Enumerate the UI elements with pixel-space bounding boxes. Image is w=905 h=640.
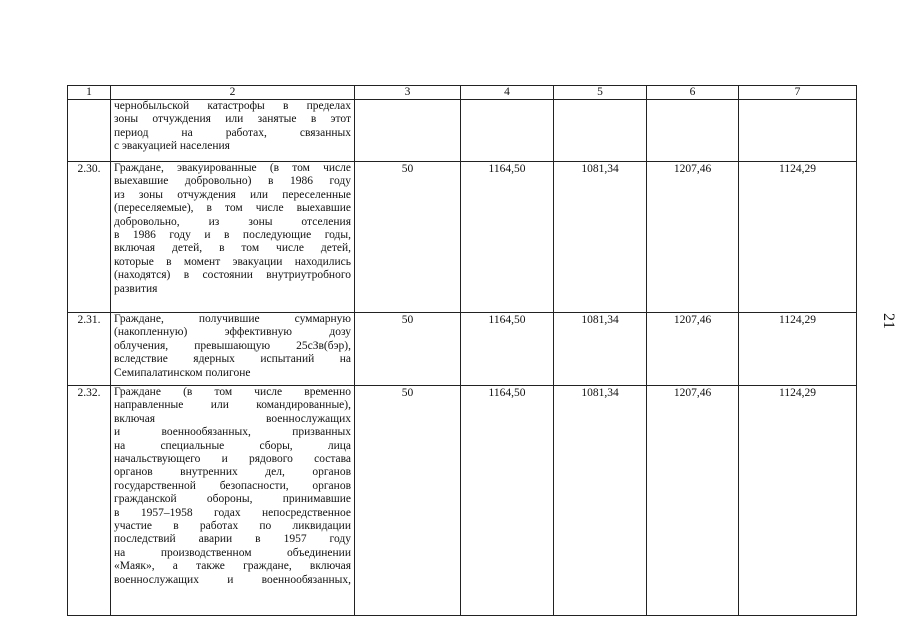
value-cell: 1164,50	[461, 313, 554, 386]
value-cell	[554, 100, 647, 162]
header-cell: 3	[355, 86, 461, 100]
value-cell: 1164,50	[461, 386, 554, 616]
value-cell: 1207,46	[647, 386, 739, 616]
description-line: зоны отчуждения или занятые в этот	[114, 113, 351, 126]
description-line: гражданской обороны, принимавшие	[114, 493, 351, 506]
description-line: в 1957–1958 годах непосредственное	[114, 506, 351, 519]
description-line: на производственном объединении	[114, 546, 351, 559]
description-line: включая детей, в том числе детей,	[114, 242, 351, 255]
description-line: включая военнослужащих	[114, 412, 351, 425]
value-cell: 1164,50	[461, 162, 554, 313]
value-cell: 50	[355, 313, 461, 386]
value-cell: 1124,29	[739, 386, 857, 616]
description-line: вследствие ядерных испытаний на	[114, 353, 351, 366]
description-line: облучения, превышающую 25сЗв(бэр),	[114, 339, 351, 352]
description-line: начальствующего и рядового состава	[114, 453, 351, 466]
row-number-cell	[68, 100, 111, 162]
header-cell: 6	[647, 86, 739, 100]
description-line: чернобыльской катастрофы в пределах	[114, 100, 351, 112]
description-line: направленные или командированные),	[114, 399, 351, 412]
table-row	[68, 100, 857, 162]
description-line: государственной безопасности, органов	[114, 479, 351, 492]
table-row	[68, 386, 857, 616]
header-cell: 4	[461, 86, 554, 100]
description-cell	[111, 162, 355, 313]
description-line: (накопленную) эффективную дозу	[114, 326, 351, 339]
table-header-row	[68, 86, 857, 100]
description-line: и военнообязанных, призванных	[114, 426, 351, 439]
value-cell: 1081,34	[554, 313, 647, 386]
description-line: Граждане, получившие суммарную	[114, 313, 351, 325]
value-cell: 50	[355, 386, 461, 616]
header-cell: 2	[111, 86, 355, 100]
description-line: «Маяк», а также граждане, включая	[114, 560, 351, 573]
description-line: с эвакуацией населения	[114, 140, 230, 153]
description-line: выехавшие добровольно) в 1986 году	[114, 175, 351, 188]
description-line: на специальные сборы, лица	[114, 439, 351, 452]
row-number-cell: 2.30.	[68, 162, 111, 313]
page-number: 21	[880, 313, 897, 329]
value-cell: 1207,46	[647, 162, 739, 313]
description-line: Граждане, эвакуированные (в том числе	[114, 162, 351, 174]
description-line: Семипалатинском полигоне	[114, 366, 251, 379]
description-line: (переселяемые), в том числе выехавшие	[114, 202, 351, 215]
row-number-cell: 2.31.	[68, 313, 111, 386]
value-cell	[647, 100, 739, 162]
value-cell: 1124,29	[739, 162, 857, 313]
description-cell	[111, 386, 355, 616]
description-line: (находятся) в состоянии внутриутробного	[114, 269, 351, 282]
description-line: участие в работах по ликвидации	[114, 520, 351, 533]
value-cell: 1081,34	[554, 386, 647, 616]
table-row	[68, 313, 857, 386]
description-cell	[111, 313, 355, 386]
description-line: в 1986 году и в последующие годы,	[114, 229, 351, 242]
header-cell: 5	[554, 86, 647, 100]
value-cell: 1124,29	[739, 313, 857, 386]
description-line: добровольно, из зоны отселения	[114, 215, 351, 228]
benefits-table	[67, 85, 857, 616]
value-cell	[739, 100, 857, 162]
description-line: Граждане (в том числе временно	[114, 386, 351, 398]
value-cell: 1207,46	[647, 313, 739, 386]
header-cell: 7	[739, 86, 857, 100]
description-line: последствий аварии в 1957 году	[114, 533, 351, 546]
description-line: из зоны отчуждения или переселенные	[114, 188, 351, 201]
description-line: которые в момент эвакуации находились	[114, 255, 351, 268]
value-cell	[461, 100, 554, 162]
description-line: развития	[114, 282, 158, 295]
description-line: период на работах, связанных	[114, 126, 351, 139]
value-cell: 50	[355, 162, 461, 313]
value-cell: 1081,34	[554, 162, 647, 313]
value-cell	[355, 100, 461, 162]
row-number-cell: 2.32.	[68, 386, 111, 616]
description-line: военнослужащих и военнообязанных,	[114, 573, 351, 586]
header-cell: 1	[68, 86, 111, 100]
description-cell	[111, 100, 355, 162]
description-line: органов внутренних дел, органов	[114, 466, 351, 479]
table-row	[68, 162, 857, 313]
